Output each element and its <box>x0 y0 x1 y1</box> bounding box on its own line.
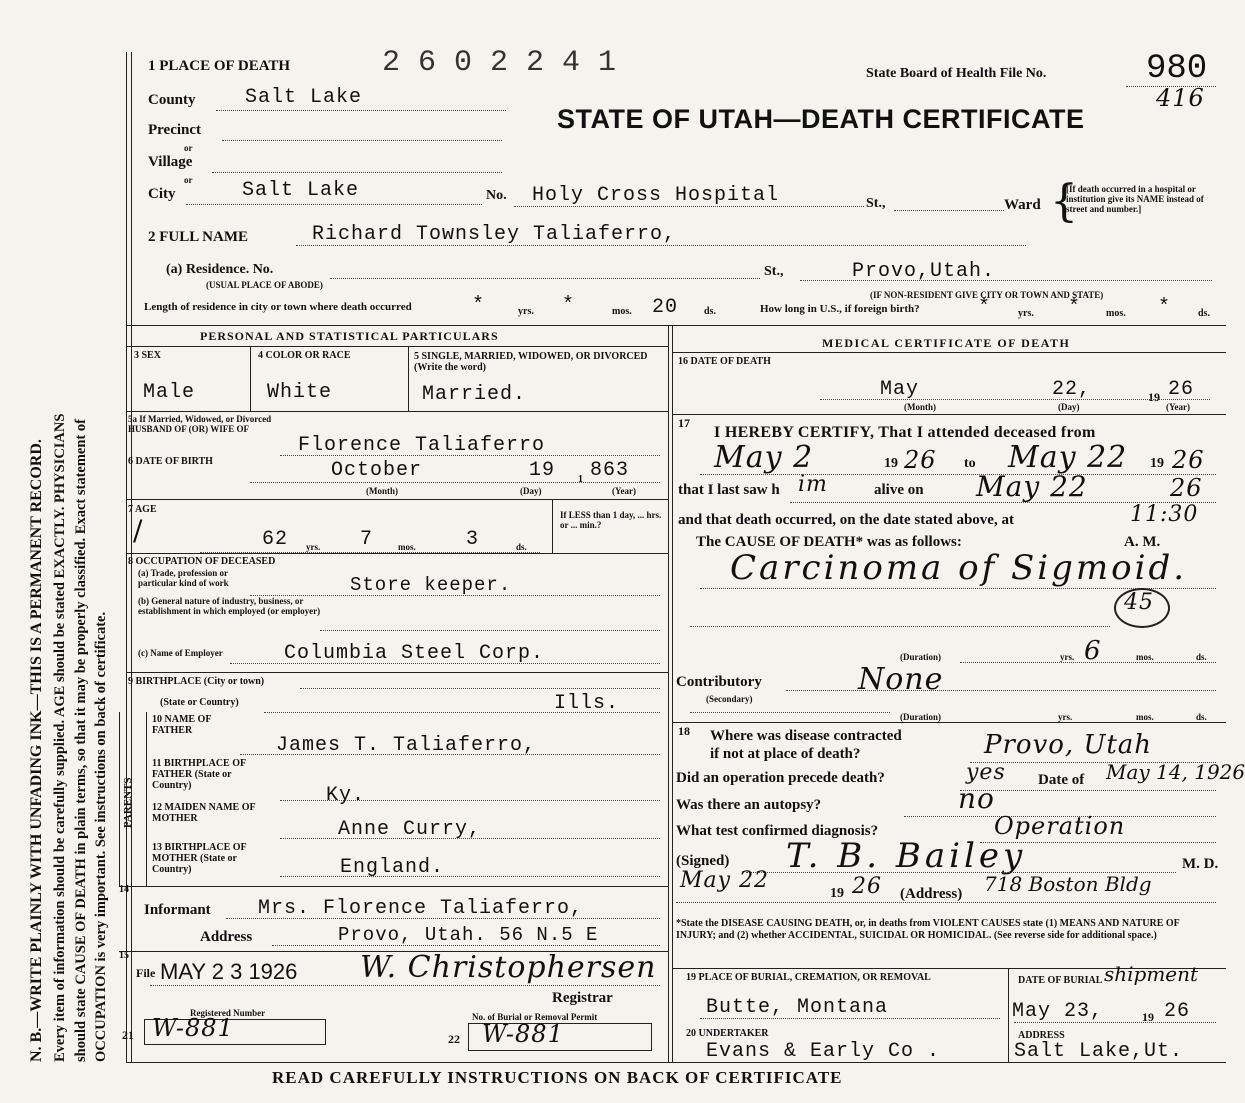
age-mos: 7 <box>360 528 374 551</box>
signed-label: (Signed) <box>676 853 730 869</box>
to-label: to <box>964 456 976 471</box>
operation-date: May 14, 1926 <box>1106 760 1245 784</box>
registered-number: W-881 <box>152 1014 234 1042</box>
occupation-label: 8 OCCUPATION OF DECEASED <box>128 556 276 567</box>
city-value: Salt Lake <box>242 179 360 202</box>
yrs-label: yrs. <box>1060 652 1075 662</box>
day-label: (Day) <box>1058 402 1080 412</box>
certify-text: I HEREBY CERTIFY, That I attended deceased from <box>714 424 1096 441</box>
last-saw-label: that I last saw h <box>678 482 780 498</box>
year-label: (Year) <box>612 486 636 496</box>
less-than-label: If LESS than 1 day, ... hrs. or ... min.? <box>560 510 662 530</box>
attend-from: May 2 <box>714 440 814 475</box>
state-country-label: (State or Country) <box>160 697 239 708</box>
burial-permit-number: W-881 <box>482 1020 564 1048</box>
sex-label: 3 SEX <box>134 350 161 361</box>
burial-year: 26 <box>1164 1000 1191 1023</box>
month-label: (Month) <box>366 486 398 496</box>
year-prefix: 19 <box>884 456 898 471</box>
length-residence-label: Length of residence in city or town where death occurred <box>144 301 412 313</box>
occupation-a-value: Store keeper. <box>350 574 512 596</box>
death-year: 26 <box>1168 378 1195 401</box>
file-no-label: State Board of Health File No. <box>866 66 1047 81</box>
village-label: Village <box>148 154 193 170</box>
spouse-value: Florence Taliaferro <box>298 434 546 457</box>
city-label: City <box>148 186 176 202</box>
ds-label: ds. <box>1196 712 1207 722</box>
dob-month: October <box>331 459 423 482</box>
ds-label: ds. <box>1198 308 1210 319</box>
where-num: 18 <box>678 724 690 738</box>
place-of-death-label: 1 PLACE OF DEATH <box>148 58 291 74</box>
yrs-label: yrs. <box>306 542 321 552</box>
mother-label: 12 MAIDEN NAME OF MOTHER <box>152 802 256 824</box>
us-ds: * <box>1158 296 1172 319</box>
county-value: Salt Lake <box>245 86 363 109</box>
cause-instruction-note: *State the DISEASE CAUSING DEATH, or, in deaths from VIOLENT CAUSES state (1) MEANS AND NATURE OF INJURY; and (2) whether ACCIDENTAL, SUICIDAL OR HOMICIDAL. (See reverse side for additional space.) <box>676 918 1180 941</box>
full-name-label: 2 FULL NAME <box>148 229 249 245</box>
physician-address-label: (Address) <box>900 886 963 902</box>
ward-label: Ward <box>1004 197 1041 213</box>
year-prefix: 19 <box>1150 456 1164 471</box>
employer-label: (c) Name of Employer <box>138 648 223 658</box>
year-prefix: 19 <box>1142 1010 1154 1024</box>
birthplace-value: Ills. <box>554 692 620 715</box>
duration-label: (Duration) <box>900 712 941 722</box>
sign-date: May 22 <box>680 868 770 893</box>
contributory-value: None <box>858 662 944 697</box>
color-value: White <box>267 381 333 404</box>
operation-value: yes <box>966 760 1006 785</box>
mos-label: mos. <box>612 306 632 317</box>
or-text: or <box>184 143 193 153</box>
certificate-title: STATE OF UTAH—DEATH CERTIFICATE <box>557 104 1085 134</box>
center-divider <box>668 325 669 1062</box>
mother-birthplace-value: England. <box>340 856 445 879</box>
sign-year: 26 <box>852 874 882 899</box>
side-instruction-1: N. B.—WRITE PLAINLY WITH UNFADING INK—THIS IS A PERMANENT RECORD. <box>28 439 45 1062</box>
usual-place-label: (USUAL PLACE OF ABODE) <box>206 280 323 290</box>
age-mark: / <box>133 514 143 547</box>
duration-label: (Duration) <box>900 652 941 662</box>
test-label: What test confirmed diagnosis? <box>676 823 879 839</box>
father-birthplace-value: Ky. <box>326 784 366 807</box>
sex-value: Male <box>143 381 196 404</box>
burial-place-label: 19 PLACE OF BURIAL, CREMATION, OR REMOVAL <box>686 972 931 983</box>
side-instruction-2: Every item of information should be carefully supplied. AGE should be stated EXACTLY. PHYSICIANS <box>52 413 68 1062</box>
filed-stamp: MAY 2 3 1926 <box>160 959 298 984</box>
attend-to: May 22 <box>1008 440 1128 475</box>
secondary-label: (Secondary) <box>706 694 753 704</box>
parents-label: PARENTS <box>122 777 134 828</box>
burial-permit-prefix: 22 <box>448 1032 460 1046</box>
mos-label: mos. <box>1136 712 1154 722</box>
or-text: or <box>184 175 193 185</box>
street-no-label: No. <box>486 188 507 203</box>
dob-year: 863 <box>590 459 630 482</box>
mother-birthplace-label: 13 BIRTHPLACE OF MOTHER (State or Country) <box>152 842 247 875</box>
length-mos: * <box>562 294 576 317</box>
age-yrs: 62 <box>262 528 289 551</box>
alive-on-year: 26 <box>1170 474 1203 502</box>
us-mos: * <box>1068 296 1082 319</box>
mother-value: Anne Curry, <box>338 818 482 841</box>
mos-label: mos. <box>1106 308 1126 319</box>
last-saw-him: im <box>798 472 828 497</box>
street-label: St., <box>866 196 886 211</box>
attend-to-year: 26 <box>1172 446 1205 474</box>
year-prefix: 19 <box>830 886 844 901</box>
undertaker-label: 20 UNDERTAKER <box>686 1028 769 1039</box>
length-ds: 20 <box>652 296 679 319</box>
hospital-value: Holy Cross Hospital <box>532 184 780 207</box>
file-no: 980 <box>1146 50 1208 88</box>
side-instruction-4: OCCUPATION is very important. See instructions on back of certificate. <box>93 611 109 1062</box>
residence-st-label: St., <box>764 264 784 279</box>
footer-instruction: READ CAREFULLY INSTRUCTIONS ON BACK OF CERTIFICATE <box>272 1068 843 1087</box>
operation-label: Did an operation precede death? <box>676 770 885 786</box>
length-yrs: * <box>472 294 486 317</box>
spouse-label: 5a If Married, Widowed, or Divorced HUSBAND OF (OR) WIFE OF <box>128 414 272 434</box>
year-label: (Year) <box>1166 402 1190 412</box>
left-border <box>126 52 127 1062</box>
ward-note: [If death occurred in a hospital or institution give its NAME instead of street and number.] <box>1066 184 1204 214</box>
undertaker-address-label: ADDRESS <box>1018 1030 1065 1041</box>
day-label: (Day) <box>520 486 542 496</box>
precinct-label: Precinct <box>148 122 202 138</box>
occupation-a-label: (a) Trade, profession or particular kind of work <box>138 568 229 588</box>
yrs-label: yrs. <box>1058 712 1073 722</box>
employer-value: Columbia Steel Corp. <box>284 642 545 665</box>
operation-date-label: Date of <box>1038 772 1085 788</box>
burial-date: May 23, <box>1012 1000 1104 1023</box>
father-value: James T. Taliaferro, <box>276 734 537 757</box>
where-label-2: if not at place of death? <box>710 746 861 762</box>
dob-day: 19 <box>529 459 556 482</box>
residence-value: Provo,Utah. <box>852 260 996 283</box>
physician-signature: T. B. Bailey <box>786 836 1027 876</box>
contributory-label: Contributory <box>676 674 762 690</box>
informant-label: Informant <box>144 902 211 918</box>
color-label: 4 COLOR OR RACE <box>258 350 351 361</box>
burial-date-note: shipment <box>1104 962 1199 986</box>
dob-label: 6 DATE OF BIRTH <box>128 456 213 467</box>
burial-place: Butte, Montana <box>706 996 889 1019</box>
registered-number-label: Registered Number <box>190 1008 266 1018</box>
occupation-b-label: (b) General nature of industry, business, or establishment in which employed (or employer) <box>138 596 321 616</box>
where-label: Where was disease contracted <box>710 728 902 744</box>
autopsy-value: no <box>958 782 995 815</box>
alive-on-label: alive on <box>874 482 924 498</box>
certificate-number: 2 6 0 2 2 4 1 <box>382 46 617 80</box>
ward-brace: { <box>1050 176 1078 227</box>
death-occurred-label: and that death occurred, on the date stated above, at <box>678 512 1014 528</box>
undertaker-value: Evans & Early Co . <box>706 1040 941 1063</box>
undertaker-address: Salt Lake,Ut. <box>1014 1040 1184 1063</box>
registrar-signature: W. Christophersen <box>360 950 657 985</box>
marital-label: 5 SINGLE, MARRIED, WIDOWED, OR DIVORCED (Write the word) <box>414 351 648 373</box>
death-time: 11:30 <box>1130 502 1199 527</box>
death-date-label: 16 DATE OF DEATH <box>678 356 771 367</box>
age-label: 7 AGE <box>128 504 157 515</box>
alive-on-date: May 22 <box>976 470 1088 503</box>
ds-label: ds. <box>704 306 716 317</box>
birthplace-label: 9 BIRTHPLACE (City or town) <box>128 676 265 687</box>
yrs-label: yrs. <box>1018 308 1034 319</box>
father-label: 10 NAME OF FATHER <box>152 714 212 736</box>
ds-label: ds. <box>516 542 527 552</box>
ds-label: ds. <box>1196 652 1207 662</box>
death-day: 22, <box>1052 378 1092 401</box>
burial-permit-label: No. of Burial or Removal Permit <box>472 1012 598 1022</box>
dob-year-prefix: 1 <box>578 474 583 485</box>
cause-label: The CAUSE OF DEATH* was as follows: <box>696 534 962 550</box>
residence-label: (a) Residence. No. <box>166 262 274 277</box>
am-label: A. M. <box>1124 534 1161 550</box>
death-year-prefix: 19 <box>1148 390 1160 404</box>
informant-value: Mrs. Florence Taliaferro, <box>258 897 584 920</box>
mos-label: mos. <box>1136 652 1154 662</box>
registrar-label: Registrar <box>552 990 613 1006</box>
full-name-value: Richard Townsley Taliaferro, <box>312 223 677 246</box>
yrs-label: yrs. <box>518 306 534 317</box>
test-value: Operation <box>994 812 1126 840</box>
side-instruction-3: should state CAUSE OF DEATH in plain terms, so that it may be properly classified. Exact statement of <box>73 419 89 1062</box>
file-no-handwritten: 416 <box>1156 84 1205 112</box>
marital-value: Married. <box>422 383 527 406</box>
cause-of-death: Carcinoma of Sigmoid. <box>730 548 1188 588</box>
where-value: Provo, Utah <box>984 730 1153 760</box>
informant-num: 14 <box>119 884 129 895</box>
duration-mos: 6 <box>1084 636 1102 666</box>
us-yrs: * <box>978 296 992 319</box>
cause-code: 45 <box>1124 590 1154 615</box>
filed-label: File <box>136 966 156 980</box>
age-ds: 3 <box>466 528 480 551</box>
medical-heading: MEDICAL CERTIFICATE OF DEATH <box>822 336 1071 350</box>
father-birthplace-label: 11 BIRTHPLACE OF FATHER (State or Country) <box>152 758 246 791</box>
personal-heading: PERSONAL AND STATISTICAL PARTICULARS <box>200 329 499 343</box>
reg-number-prefix: 21 <box>122 1028 134 1042</box>
certify-num: 17 <box>678 416 690 430</box>
attend-from-year: 26 <box>904 446 937 474</box>
mos-label: mos. <box>398 542 416 552</box>
autopsy-label: Was there an autopsy? <box>676 797 822 813</box>
physician-address: 718 Boston Bldg <box>984 872 1152 896</box>
md-label: M. D. <box>1182 856 1219 872</box>
informant-address-value: Provo, Utah. 56 N.5 E <box>338 924 599 946</box>
filed-num: 15 <box>119 950 129 961</box>
informant-address-label: Address <box>200 929 253 945</box>
county-label: County <box>148 92 196 108</box>
death-month: May <box>880 378 920 401</box>
us-label: How long in U.S., if foreign birth? <box>760 303 920 315</box>
non-resident-note: (IF NON-RESIDENT GIVE CITY OR TOWN AND STATE) <box>870 290 1104 300</box>
month-label: (Month) <box>904 402 936 412</box>
burial-date-label: DATE OF BURIAL <box>1018 975 1103 986</box>
